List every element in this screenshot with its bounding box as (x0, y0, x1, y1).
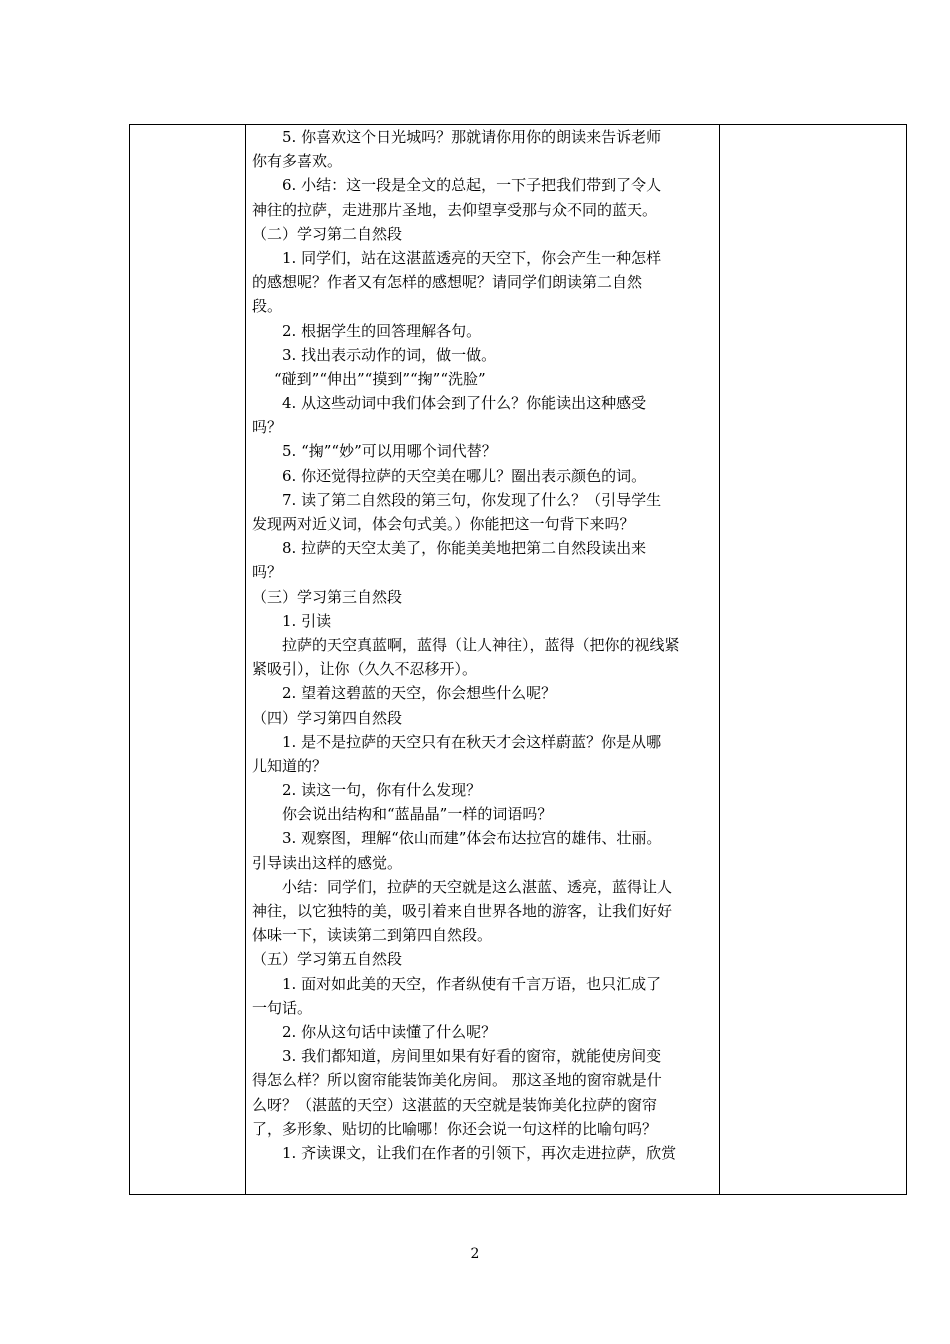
table-notes-column (720, 125, 906, 1194)
text-line: 得怎么样？所以窗帘能装饰美化房间。 那这圣地的窗帘就是什 (252, 1071, 662, 1090)
text-line: 神往的拉萨，走进那片圣地，去仰望享受那与众不同的蓝天。 (252, 200, 658, 219)
text-line: 3. 我们都知道，房间里如果有好看的窗帘，就能使房间变 (282, 1047, 662, 1066)
text-line: 发现两对近义词，体会句式美。）你能把这一句背下来吗？ (252, 515, 635, 533)
text-line: 2. 根据学生的回答理解各句。 (282, 321, 482, 340)
text-line: 拉萨的天空真蓝啊，蓝得（让人神往），蓝得（把你的视线紧 (282, 635, 680, 654)
text-line: 5. “掬”“妙”可以用哪个词代替？ (282, 442, 497, 461)
text-line: 吗？ (252, 563, 283, 582)
text-line: 2. 望着这碧蓝的天空，你会想些什么呢？ (282, 684, 557, 703)
text-line: （五）学习第五自然段 (252, 950, 403, 969)
text-line: “碰到”“伸出”“摸到”“掬”“洗脸” (274, 369, 486, 388)
text-line: 么呀？（湛蓝的天空）这湛蓝的天空就是装饰美化拉萨的窗帘 (252, 1095, 658, 1114)
text-line: 1. 面对如此美的天空，作者纵使有千言万语，也只汇成了 (282, 974, 662, 993)
text-line: 3. 观察图，理解“依山而建”体会布达拉宫的雄伟、壮丽。 (282, 829, 662, 848)
text-line: 神往，以它独特的美，吸引着来自世界各地的游客，让我们好好 (252, 902, 673, 920)
text-line: 2. 读这一句，你有什么发现？ (282, 781, 482, 800)
text-line: 引导读出这样的感觉。 (252, 853, 403, 872)
text-line: 4. 从这些动词中我们体会到了什么？你能读出这种感受 (282, 394, 647, 413)
text-line: 2. 你从这句话中读懂了什么呢？ (282, 1022, 497, 1041)
lesson-plan-table (129, 124, 907, 1195)
text-line: 5. 你喜欢这个日光城吗？那就请你用你的朗读来告诉老师 (282, 128, 662, 146)
text-line: 段。 (252, 297, 283, 316)
text-line: （三）学习第三自然段 (252, 587, 403, 606)
text-line: （二）学习第二自然段 (252, 224, 403, 243)
text-line: 了，多形象、贴切的比喻哪！你还会说一句这样的比喻句吗？ (252, 1119, 658, 1138)
text-line: 1. 引读 (282, 611, 332, 630)
text-line: 小结：同学们，拉萨的天空就是这么湛蓝、透亮，蓝得让人 (282, 877, 673, 896)
text-line: 的感想呢？作者又有怎样的感想呢？请同学们朗读第二自然 (252, 273, 643, 292)
table-left-column (130, 125, 246, 1194)
text-line: 吗？ (252, 418, 283, 437)
page-number: 2 (470, 1246, 480, 1262)
text-line: 6. 你还觉得拉萨的天空美在哪儿？圈出表示颜色的词。 (282, 466, 647, 485)
text-line: 1. 齐读课文，让我们在作者的引领下，再次走进拉萨，欣赏 (282, 1143, 677, 1162)
text-line: 1. 是不是拉萨的天空只有在秋天才会这样蔚蓝？你是从哪 (282, 732, 662, 751)
text-line: 一句话。 (252, 998, 313, 1017)
text-line: 体味一下，读读第二到第四自然段。 (252, 926, 493, 945)
text-line: 你会说出结构和“蓝晶晶”一样的词语吗？ (282, 805, 553, 824)
text-line: 儿知道的？ (252, 756, 328, 775)
text-line: 你有多喜欢。 (252, 152, 343, 171)
text-line: 3. 找出表示动作的词，做一做。 (282, 345, 497, 364)
text-line: （四）学习第四自然段 (252, 708, 403, 727)
text-line: 6. 小结：这一段是全文的总起，一下子把我们带到了令人 (282, 176, 662, 195)
table-content-column (246, 125, 720, 1194)
text-line: 紧吸引），让你（久久不忍移开）。 (252, 660, 478, 679)
text-line: 8. 拉萨的天空太美了，你能美美地把第二自然段读出来 (282, 539, 647, 558)
text-line: 1. 同学们，站在这湛蓝透亮的天空下，你会产生一种怎样 (282, 248, 662, 267)
text-line: 7. 读了第二自然段的第三句，你发现了什么？（引导学生 (282, 490, 662, 509)
